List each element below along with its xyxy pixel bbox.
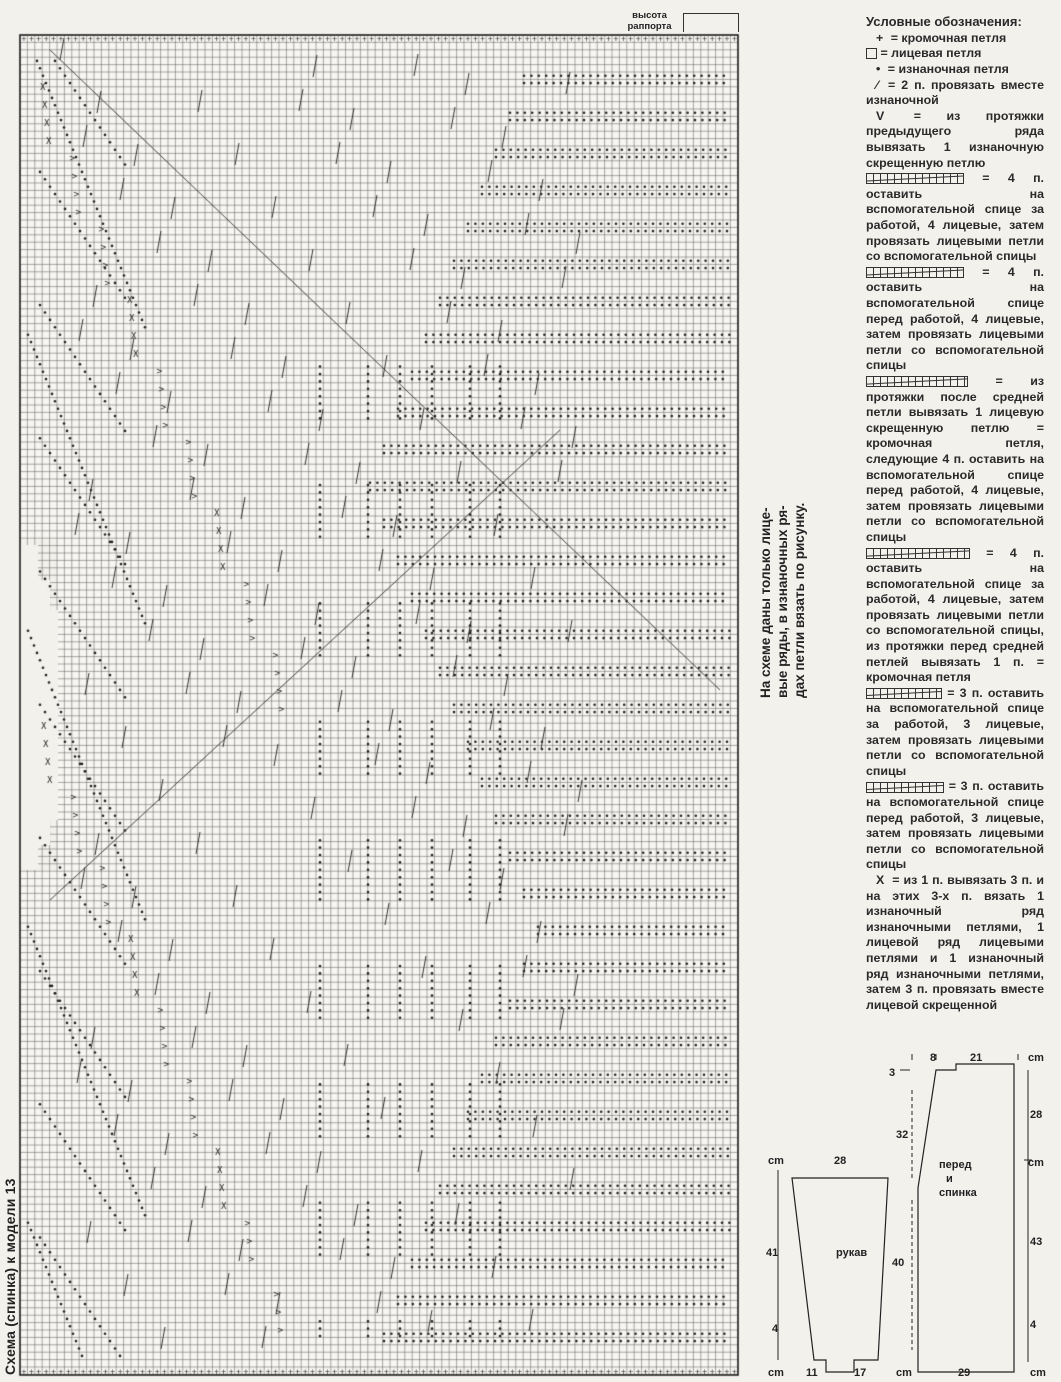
legend-item [866, 873, 1044, 1013]
dim-sleeve-inner: 40 [892, 1257, 905, 1269]
legend-text: = из 1 п. вывязать 3 п. и на этих 3-х п. вязать 1 изнаночный ряд изнаночными петлями, 1 лицевой ряд лицевыми петлями и 1 изнаночный ряд изнаночными петлями, затем 3 п. провязать вместе лицевой скрещенной [866, 873, 1044, 1012]
dim-sleeve-cuff: 4 [772, 1323, 779, 1335]
legend-symbol-icon: • [876, 61, 881, 76]
dim-unit-top: cm [1028, 1052, 1044, 1064]
legend-text: = 4 п. оставить на вспомогательной спице перед работой, 4 лицевые, затем провязать лицевыми петли со вспомогательной спицы [866, 264, 1044, 373]
legend-symbol-icon [866, 48, 877, 59]
legend-title: Условные обозначения: [866, 14, 1022, 29]
dim-armhole: 32 [896, 1129, 909, 1141]
legend-item [866, 46, 1044, 62]
legend-item [866, 686, 1044, 780]
dim-hem: 4 [1030, 1319, 1037, 1331]
body-label-3: спинка [939, 1187, 977, 1199]
legend-symbol-icon [866, 688, 942, 699]
chart-note: На схеме даны только лице- вые ряды, в изнаночных ря- дах петли вязать по рисунку. [758, 502, 807, 698]
body-label-1: перед [939, 1159, 972, 1171]
garment-schematic [760, 1040, 1061, 1382]
legend-text: = кромочная петля [887, 30, 1007, 45]
legend-item [866, 62, 1044, 78]
dim-sleeve-br: 17 [854, 1367, 867, 1379]
legend-text: = 4 п. оставить на вспомогательной спице за работой, 4 лицевые, затем провязать лицевыми петли со вспомогательной спицы, из протяжки перед средней петлей вывязать 1 п. = кромочная петля [866, 545, 1044, 685]
legend-text: = 2 п. провязать вместе изнаночной [866, 77, 1044, 108]
legend-text: = из протяжки после средней петли вывязать 1 лицевую скрещенную петлю = кромочная петля, следующие 4 п. оставить на вспомогательной спице перед работой, 4 лицевые, затем провязать лицевыми петли со вспомогательной спицы [866, 373, 1044, 544]
legend-item [866, 109, 1044, 171]
dim-unit-bottom-3: cm [1030, 1367, 1046, 1379]
legend-symbol-icon [866, 267, 964, 278]
dim-sleeve-height: 41 [766, 1247, 779, 1259]
legend-text: = 3 п. оставить на вспомогательной спице перед работой, 3 лицевые, затем провязать лицевыми петли со вспомогательной спицы [866, 779, 1044, 872]
legend-symbol-icon [866, 782, 944, 793]
dim-unit-bottom: cm [768, 1367, 784, 1379]
body-label-2: и [946, 1173, 953, 1185]
sleeve-label: рукав [836, 1247, 868, 1259]
legend-text: = 3 п. оставить на вспомогательной спице за работой, 3 лицевые, затем провязать лицевыми петли со вспомогательной спицы [866, 685, 1044, 778]
legend-item [866, 171, 1044, 265]
dim-upper: 28 [1030, 1109, 1043, 1121]
dim-sleeve-bl: 11 [806, 1367, 818, 1379]
legend-item [866, 374, 1044, 546]
legend-text: = 4 п. оставить на вспомогательной спице за работой, 4 лицевые, затем провязать лицевыми петли со вспомогательной спицы [866, 171, 1044, 264]
dim-shoulder: 21 [970, 1052, 983, 1064]
legend-items [866, 31, 1044, 1014]
legend [866, 14, 1044, 1013]
dim-unit-sleeve: cm [768, 1155, 784, 1167]
dim-unit-bottom-2: cm [896, 1367, 912, 1379]
legend-item [866, 31, 1044, 47]
dim-neck: 8 [930, 1052, 937, 1064]
sleeve-shape [790, 1178, 888, 1378]
dim-lower: 43 [1030, 1236, 1043, 1248]
dimension-labels [766, 1052, 1046, 1379]
dim-unit-mid: cm [1028, 1157, 1044, 1169]
body-outline [918, 1064, 1014, 1372]
legend-item [866, 78, 1044, 109]
dim-neck-drop: 3 [889, 1067, 896, 1079]
legend-symbol-icon [866, 376, 968, 387]
legend-symbol-icon: ⁄ [876, 77, 879, 92]
rapport-label: высота раппорта [627, 10, 672, 32]
legend-symbol-icon: V [876, 108, 885, 123]
chart-caption: Схема (спинка) к модели 13 [2, 1178, 18, 1375]
legend-item [866, 265, 1044, 374]
legend-text: = из протяжки предыдущего ряда вывязать 1 изнаночную скрещенную петлю [866, 108, 1044, 170]
legend-text: = изнаночная петля [884, 61, 1009, 76]
rapport-bracket [683, 13, 739, 32]
legend-item [866, 546, 1044, 686]
legend-item [866, 779, 1044, 873]
dimension-lines [778, 1054, 1032, 1362]
legend-symbol-icon [866, 548, 970, 559]
legend-symbol-icon: X [876, 872, 885, 887]
dim-body-width: 29 [958, 1367, 971, 1379]
sleeve-outline [792, 1178, 888, 1372]
legend-text: = лицевая петля [877, 46, 982, 61]
legend-symbol-icon: + [876, 30, 884, 45]
legend-symbol-icon [866, 173, 964, 184]
dim-sleeve-top: 28 [834, 1155, 847, 1167]
